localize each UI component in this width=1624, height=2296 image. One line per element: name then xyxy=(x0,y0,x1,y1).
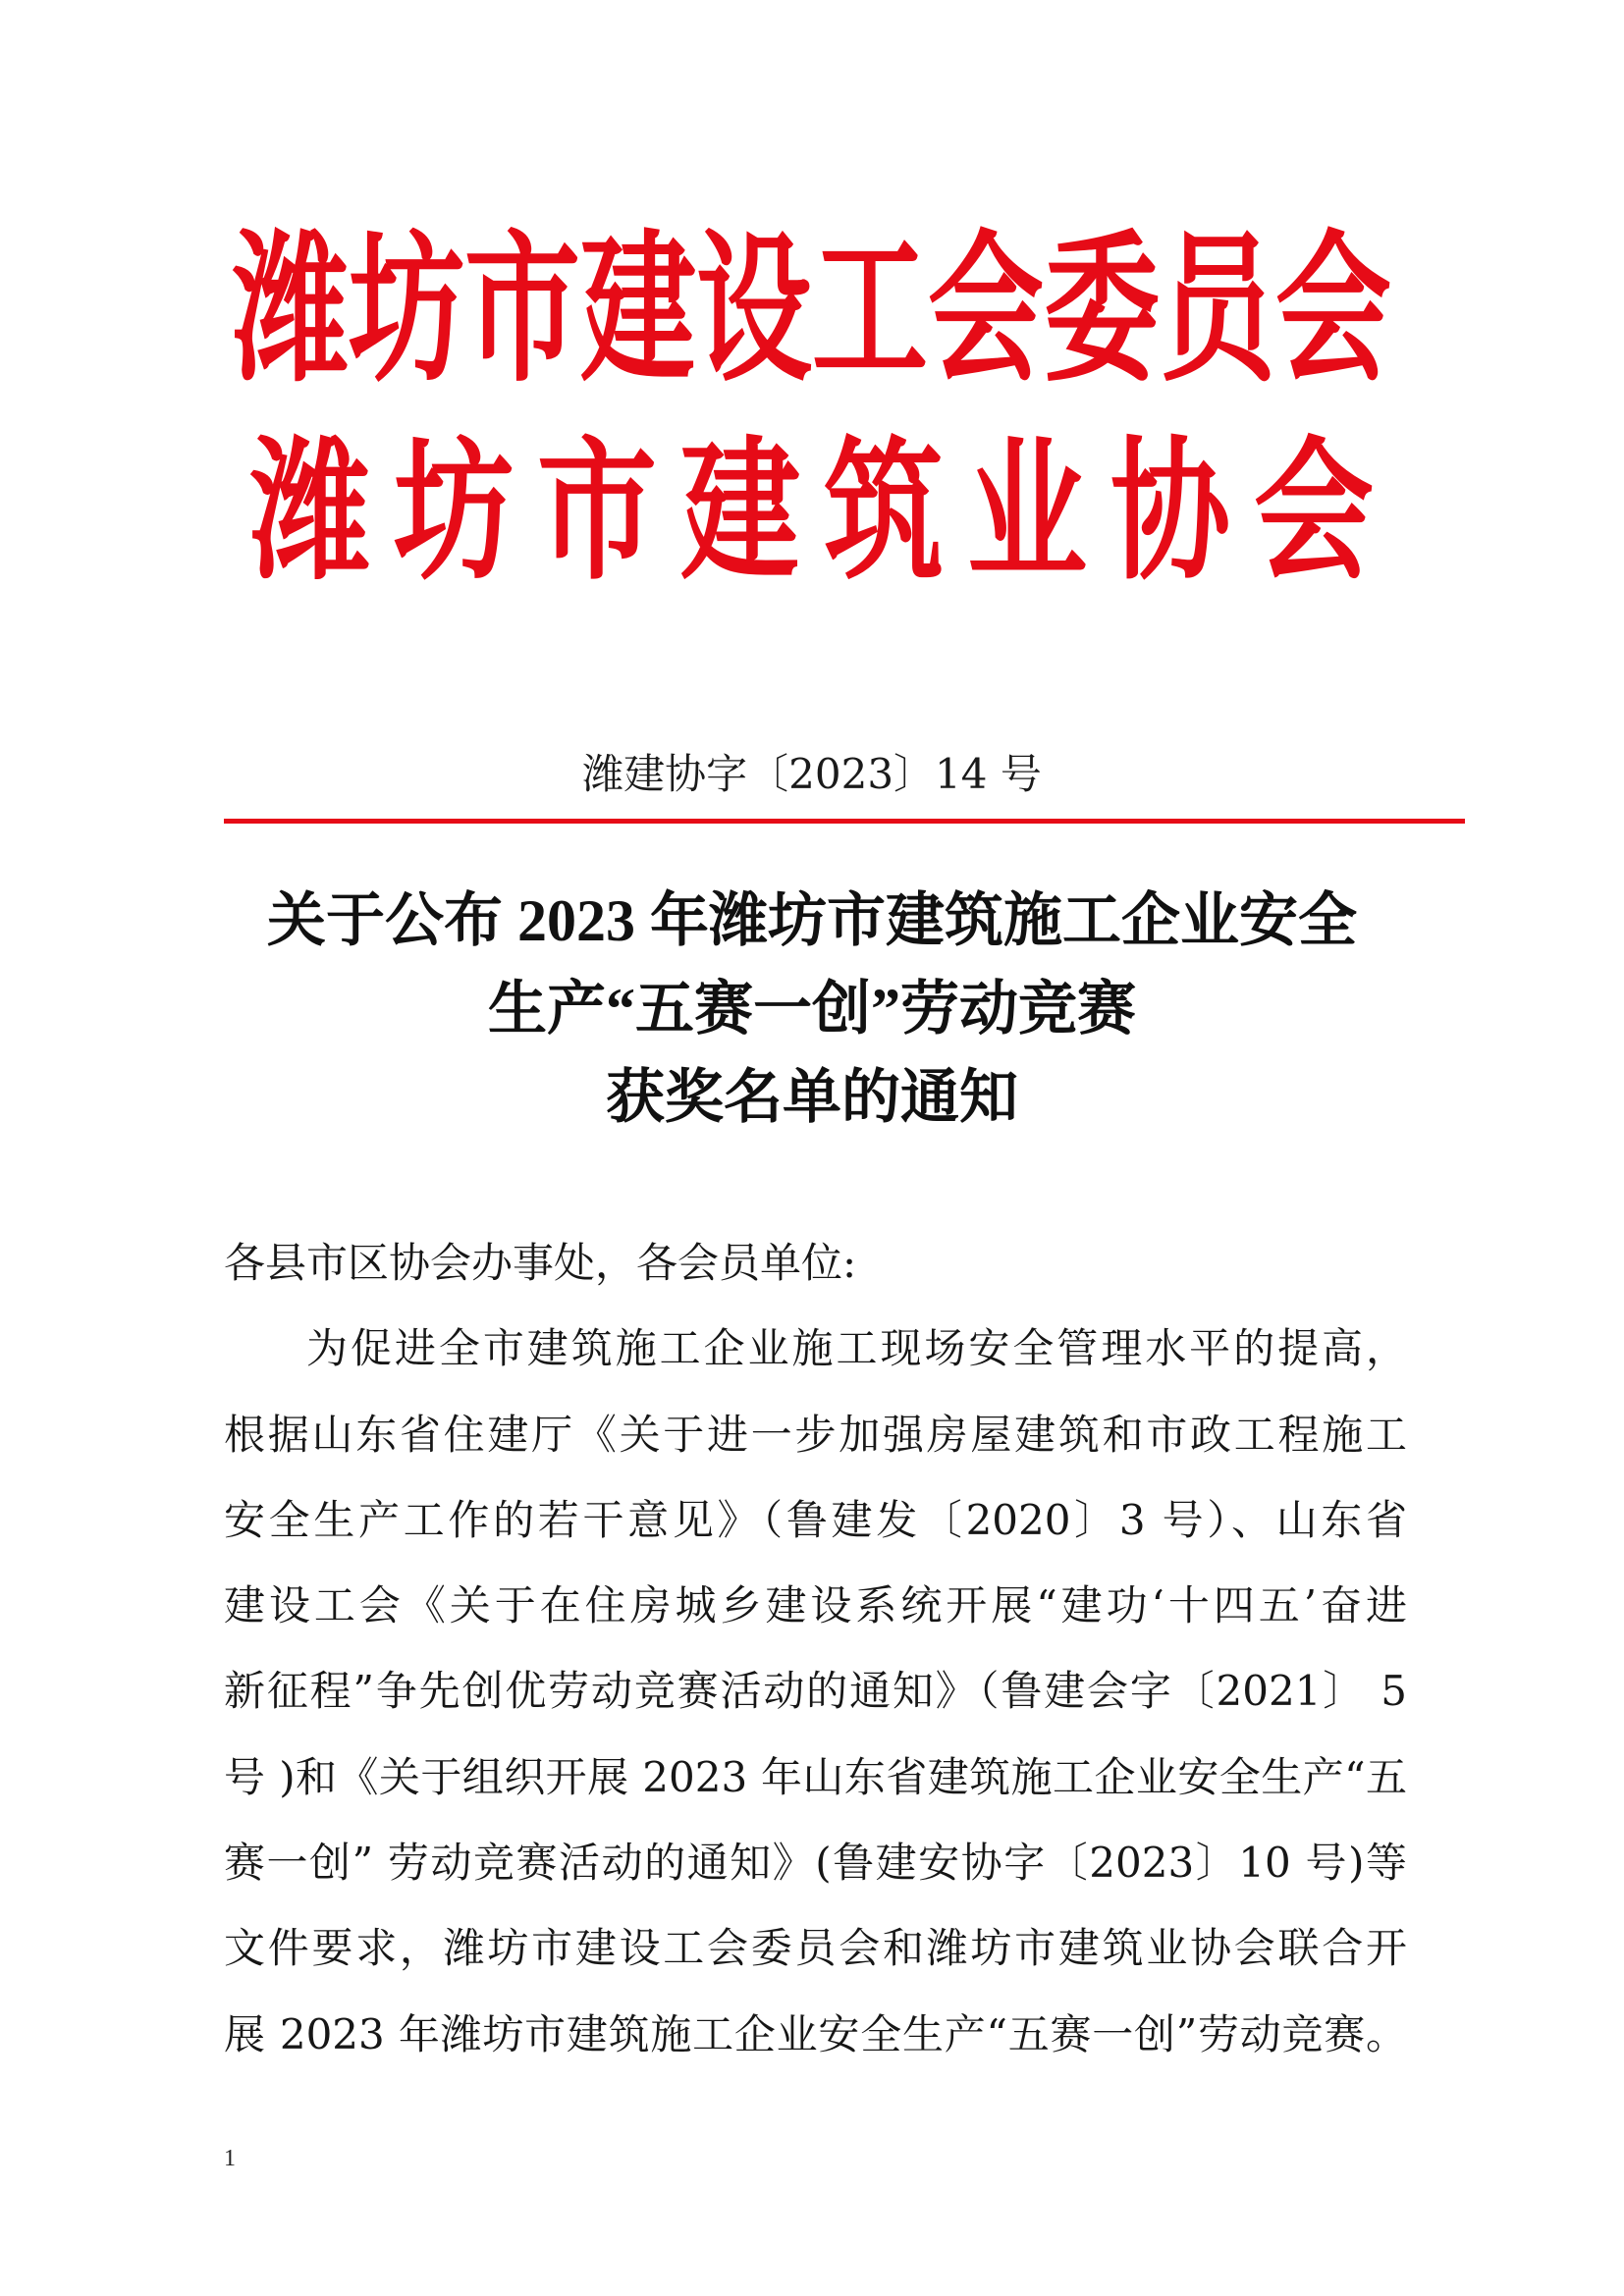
page-number: 1 xyxy=(224,2146,236,2171)
paragraph-line: 根据山东省住建厅《关于进一步加强房屋建筑和市政工程施工 xyxy=(224,1410,1407,1459)
issuer-name-construction-association xyxy=(0,419,1624,602)
title-line: 生产“五赛一创”劳动竞赛 xyxy=(488,977,1136,1041)
title-line: 获奖名单的通知 xyxy=(606,1065,1018,1130)
issuer-name-construction-association-text: 潍坊市建筑业协会 xyxy=(250,419,1397,602)
paragraph-line: 号 )和《关于组织开展 2023 年山东省建筑施工企业安全生产“五 xyxy=(224,1752,1407,1801)
issuer-name-trade-union xyxy=(0,213,1624,404)
issuer-name-trade-union-text: 潍坊市建设工会委员会 xyxy=(232,213,1391,404)
salutation: 各县市区协会办事处，各会员单位: xyxy=(224,1239,857,1287)
paragraph-line: 文件要求，潍坊市建设工会委员会和潍坊市建筑业协会联合开 xyxy=(224,1924,1407,1973)
paragraph-line: 展 2023 年潍坊市建筑施工企业安全生产“五赛一创”劳动竞赛。 xyxy=(224,2009,1407,2058)
paragraph-line: 赛一创” 劳动竞赛活动的通知》(鲁建安协字〔2023〕10 号)等 xyxy=(224,1839,1407,1888)
header-divider-rule xyxy=(224,819,1465,824)
body-text xyxy=(224,1220,1407,2077)
paragraph-line: 安全生产工作的若干意见》（鲁建发〔2020〕3 号）、山东省 xyxy=(224,1495,1407,1544)
document-title xyxy=(0,877,1624,1142)
title-line: 关于公布 2023 年潍坊市建筑施工企业安全 xyxy=(267,888,1357,953)
paragraph-line: 建设工会《关于在住房城乡建设系统开展“建功‘十四五’奋进 xyxy=(224,1581,1407,1630)
paragraph-line: 为促进全市建筑施工企业施工现场安全管理水平的提高， xyxy=(306,1324,1407,1373)
document-number: 潍建协字〔2023〕14 号 xyxy=(582,750,1042,798)
paragraph-line: 新征程”争先创优劳动竞赛活动的通知》（鲁建会字〔2021〕 5 xyxy=(224,1667,1407,1716)
